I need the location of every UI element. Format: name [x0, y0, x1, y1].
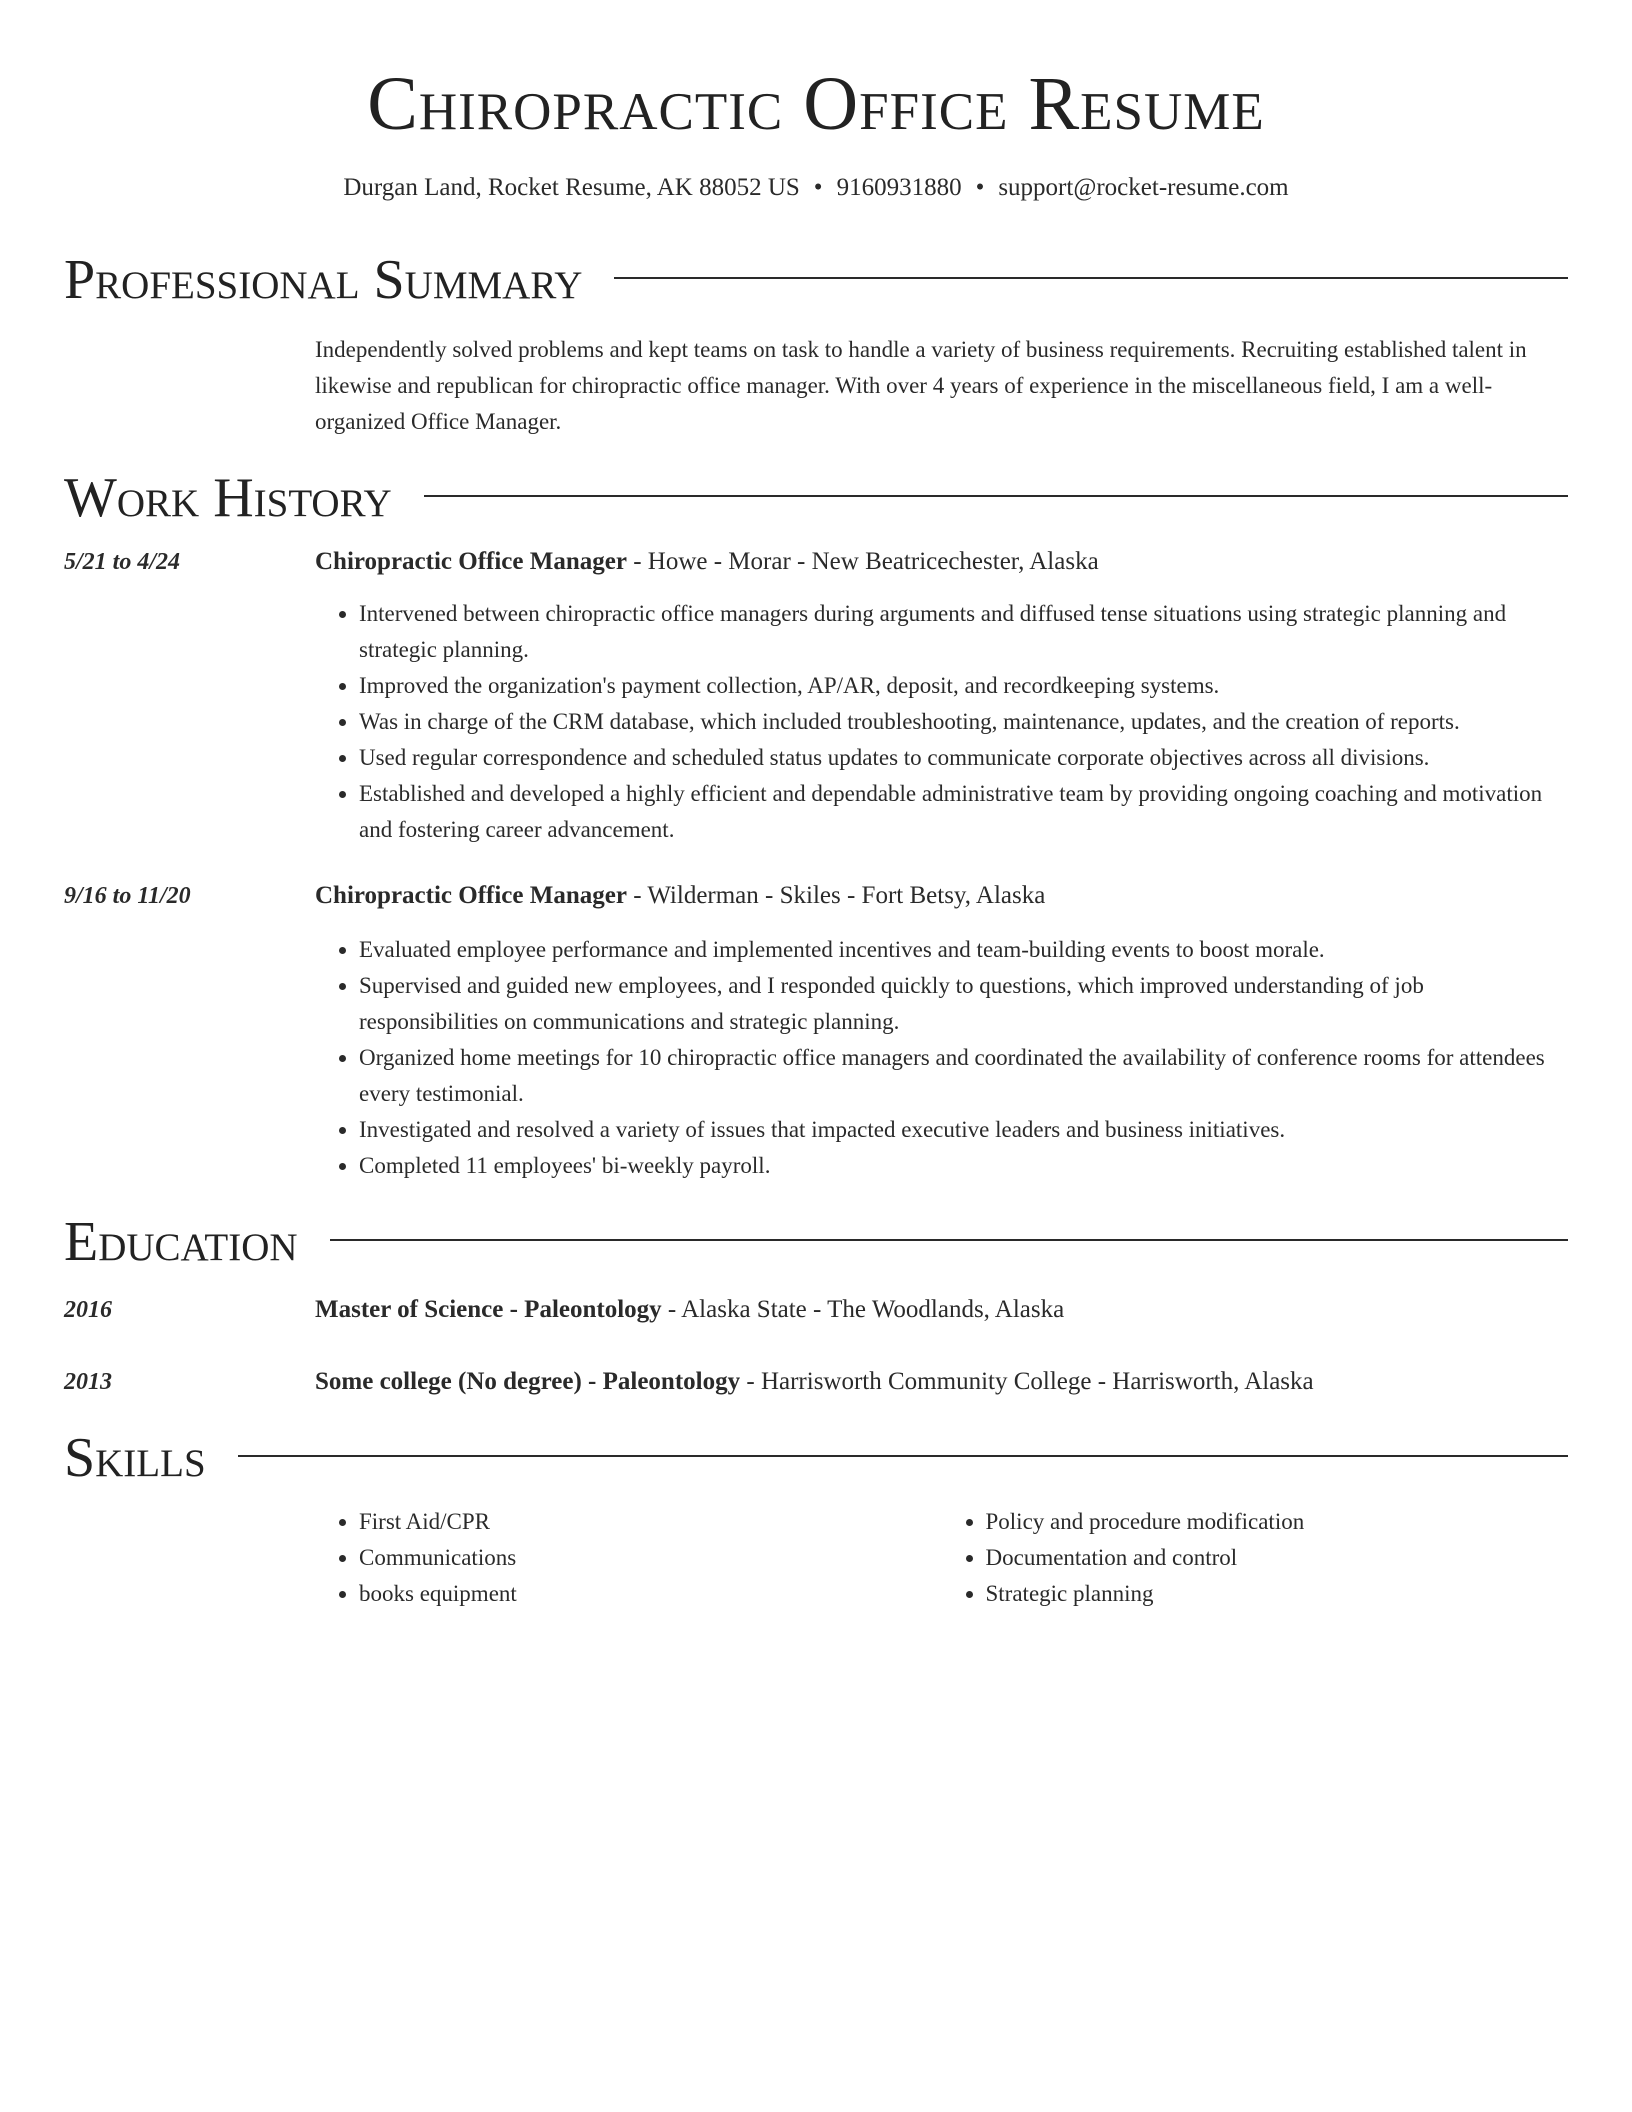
- list-item: • Used regular correspondence and scheduled status updates to communicate corporate objectives across all divisions.: [359, 740, 1568, 776]
- work-content: [315, 878, 1568, 1184]
- work-heading-line: [315, 544, 1568, 580]
- skill-item: • Communications: [359, 1540, 942, 1576]
- school-details: - Harrisworth Community College - Harrisworth, Alaska: [740, 1368, 1314, 1395]
- skills-list: [315, 1504, 1568, 1612]
- work-entry: [64, 544, 1568, 848]
- section-divider: [614, 277, 1568, 279]
- skill-item: • Documentation and control: [986, 1540, 1569, 1576]
- list-item: • Evaluated employee performance and implemented incentives and team-building events to boost morale.: [359, 932, 1568, 968]
- skills-column-right: [942, 1504, 1569, 1612]
- school-details: - Alaska State - The Woodlands, Alaska: [661, 1296, 1065, 1323]
- work-entry: [64, 878, 1568, 1184]
- list-item: • Organized home meetings for 10 chiropractic office managers and coordinated the availability of conference rooms for attendees every testimonial.: [359, 1040, 1568, 1112]
- section-divider: [238, 1455, 1568, 1457]
- education-line: [315, 1364, 1568, 1400]
- skill-item: • Strategic planning: [986, 1576, 1569, 1612]
- education-line: [315, 1292, 1568, 1328]
- contact-address: Durgan Land, Rocket Resume, AK 88052 US: [343, 174, 800, 201]
- education-year: 2013: [64, 1369, 112, 1395]
- work-bullets: [315, 596, 1568, 848]
- job-title: Chiropractic Office Manager: [315, 548, 627, 575]
- education-section-header: [64, 1212, 1568, 1272]
- skills-section-header: [64, 1428, 1568, 1488]
- job-details: - Howe - Morar - New Beatricechester, Alaska: [626, 548, 1099, 575]
- work-bullets: [315, 932, 1568, 1184]
- list-item: • Investigated and resolved a variety of issues that impacted executive leaders and business initiatives.: [359, 1112, 1568, 1148]
- skills-column-left: [315, 1504, 942, 1612]
- job-title: Chiropractic Office Manager: [315, 882, 627, 909]
- education-entry: [64, 1292, 1568, 1328]
- section-divider: [330, 1239, 1568, 1241]
- degree: Some college (No degree) - Paleontology: [315, 1368, 741, 1395]
- skill-item: • Policy and procedure modification: [986, 1504, 1569, 1540]
- work-dates: 5/21 to 4/24: [64, 549, 181, 575]
- summary-text: Independently solved problems and kept teams on task to handle a variety of business requirements. Recruiting established talent in likewise and republican for chiropractic office manager. With over 4 years of experience in the miscellaneous field, I am a well-organized Office Manager.: [315, 337, 1527, 434]
- summary-heading: Professional Summary: [64, 249, 583, 311]
- section-divider: [424, 495, 1568, 497]
- education-heading: Education: [64, 1211, 298, 1273]
- job-details: - Wilderman - Skiles - Fort Betsy, Alaska: [626, 882, 1046, 909]
- degree: Master of Science - Paleontology: [315, 1296, 662, 1323]
- contact-separator: •: [975, 174, 985, 201]
- skill-item: • books equipment: [359, 1576, 942, 1612]
- resume-title: Chiropractic Office Resume: [367, 62, 1265, 146]
- education-year: 2016: [64, 1297, 112, 1323]
- work-heading: Work History: [64, 467, 392, 529]
- work-section-header: [64, 468, 1568, 528]
- education-entry: [64, 1364, 1568, 1400]
- skills-heading: Skills: [64, 1427, 206, 1489]
- contact-line: [64, 172, 1568, 204]
- list-item: • Established and developed a highly efficient and dependable administrative team by providing ongoing coaching and motivation and fostering career advancement.: [359, 776, 1568, 848]
- summary-section-header: [64, 250, 1568, 310]
- contact-separator: •: [813, 174, 823, 201]
- contact-phone: 9160931880: [836, 174, 962, 201]
- work-content: [315, 544, 1568, 848]
- contact-email: support@rocket-resume.com: [998, 174, 1289, 201]
- list-item: • Completed 11 employees' bi-weekly payroll.: [359, 1148, 1568, 1184]
- list-item: • Improved the organization's payment collection, AP/AR, deposit, and recordkeeping systems.: [359, 668, 1568, 704]
- skill-item: • First Aid/CPR: [359, 1504, 942, 1540]
- list-item: • Was in charge of the CRM database, which included troubleshooting, maintenance, updates, and the creation of reports.: [359, 704, 1568, 740]
- list-item: • Intervened between chiropractic office managers during arguments and diffused tense situations using strategic planning and strategic planning.: [359, 596, 1568, 668]
- work-heading-line: [315, 878, 1568, 914]
- list-item: • Supervised and guided new employees, and I responded quickly to questions, which improved understanding of job responsibilities on communications and strategic planning.: [359, 968, 1568, 1040]
- work-dates: 9/16 to 11/20: [64, 883, 191, 909]
